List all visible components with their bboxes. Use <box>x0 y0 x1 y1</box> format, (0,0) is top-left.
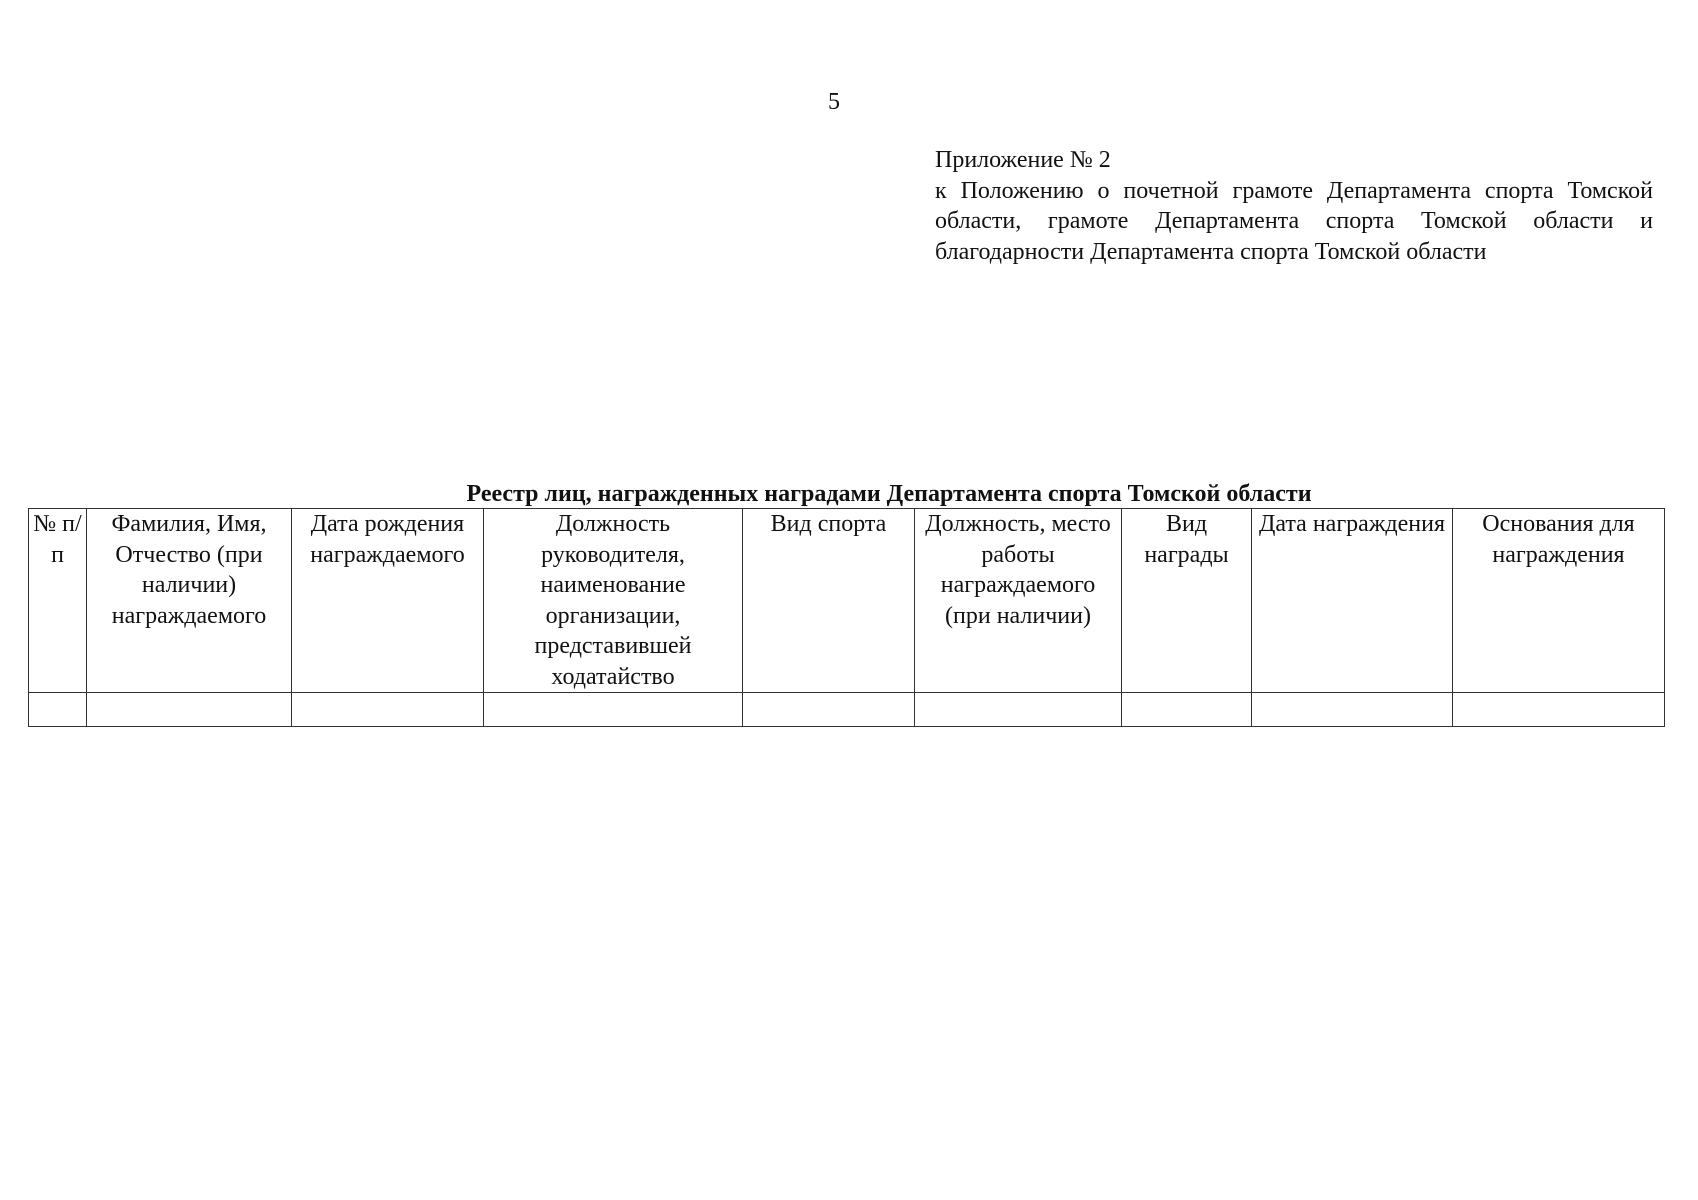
column-header-award-grounds: Основания для награждения <box>1453 509 1665 693</box>
table-cell <box>1453 693 1665 727</box>
column-header-sport: Вид спорта <box>743 509 915 693</box>
table-cell <box>915 693 1122 727</box>
appendix-block <box>935 145 1653 267</box>
appendix-text: к Положению о почетной грамоте Департамента спорта Томской области, грамоте Департамента спорта Томской области и благодарности Департамента спорта Томской области <box>935 177 1653 265</box>
registry-table <box>28 508 1665 727</box>
column-header-award-date: Дата награждения <box>1252 509 1453 693</box>
column-header-birth-date: Дата рождения награждаемого <box>292 509 484 693</box>
table-cell <box>292 693 484 727</box>
column-header-number: № п/п <box>29 509 87 693</box>
table-cell <box>484 693 743 727</box>
table-cell <box>29 693 87 727</box>
table-row <box>29 693 1665 727</box>
column-header-nominating-organization: Должность руководителя, наименование организации, представившей ходатайство <box>484 509 743 693</box>
registry-title: Реестр лиц, награжденных наградами Департамента спорта Томской области <box>466 481 1312 507</box>
appendix-title: Приложение № 2 <box>935 147 1111 173</box>
page-number: 5 <box>828 89 840 115</box>
table-cell <box>743 693 915 727</box>
column-header-award-type: Вид награды <box>1122 509 1252 693</box>
table-cell <box>1252 693 1453 727</box>
column-header-full-name: Фамилия, Имя, Отчество (при наличии) награждаемого <box>87 509 292 693</box>
column-header-position-workplace: Должность, место работы награждаемого (при наличии) <box>915 509 1122 693</box>
table-cell <box>1122 693 1252 727</box>
table-cell <box>87 693 292 727</box>
registry-header-row <box>29 509 1665 693</box>
